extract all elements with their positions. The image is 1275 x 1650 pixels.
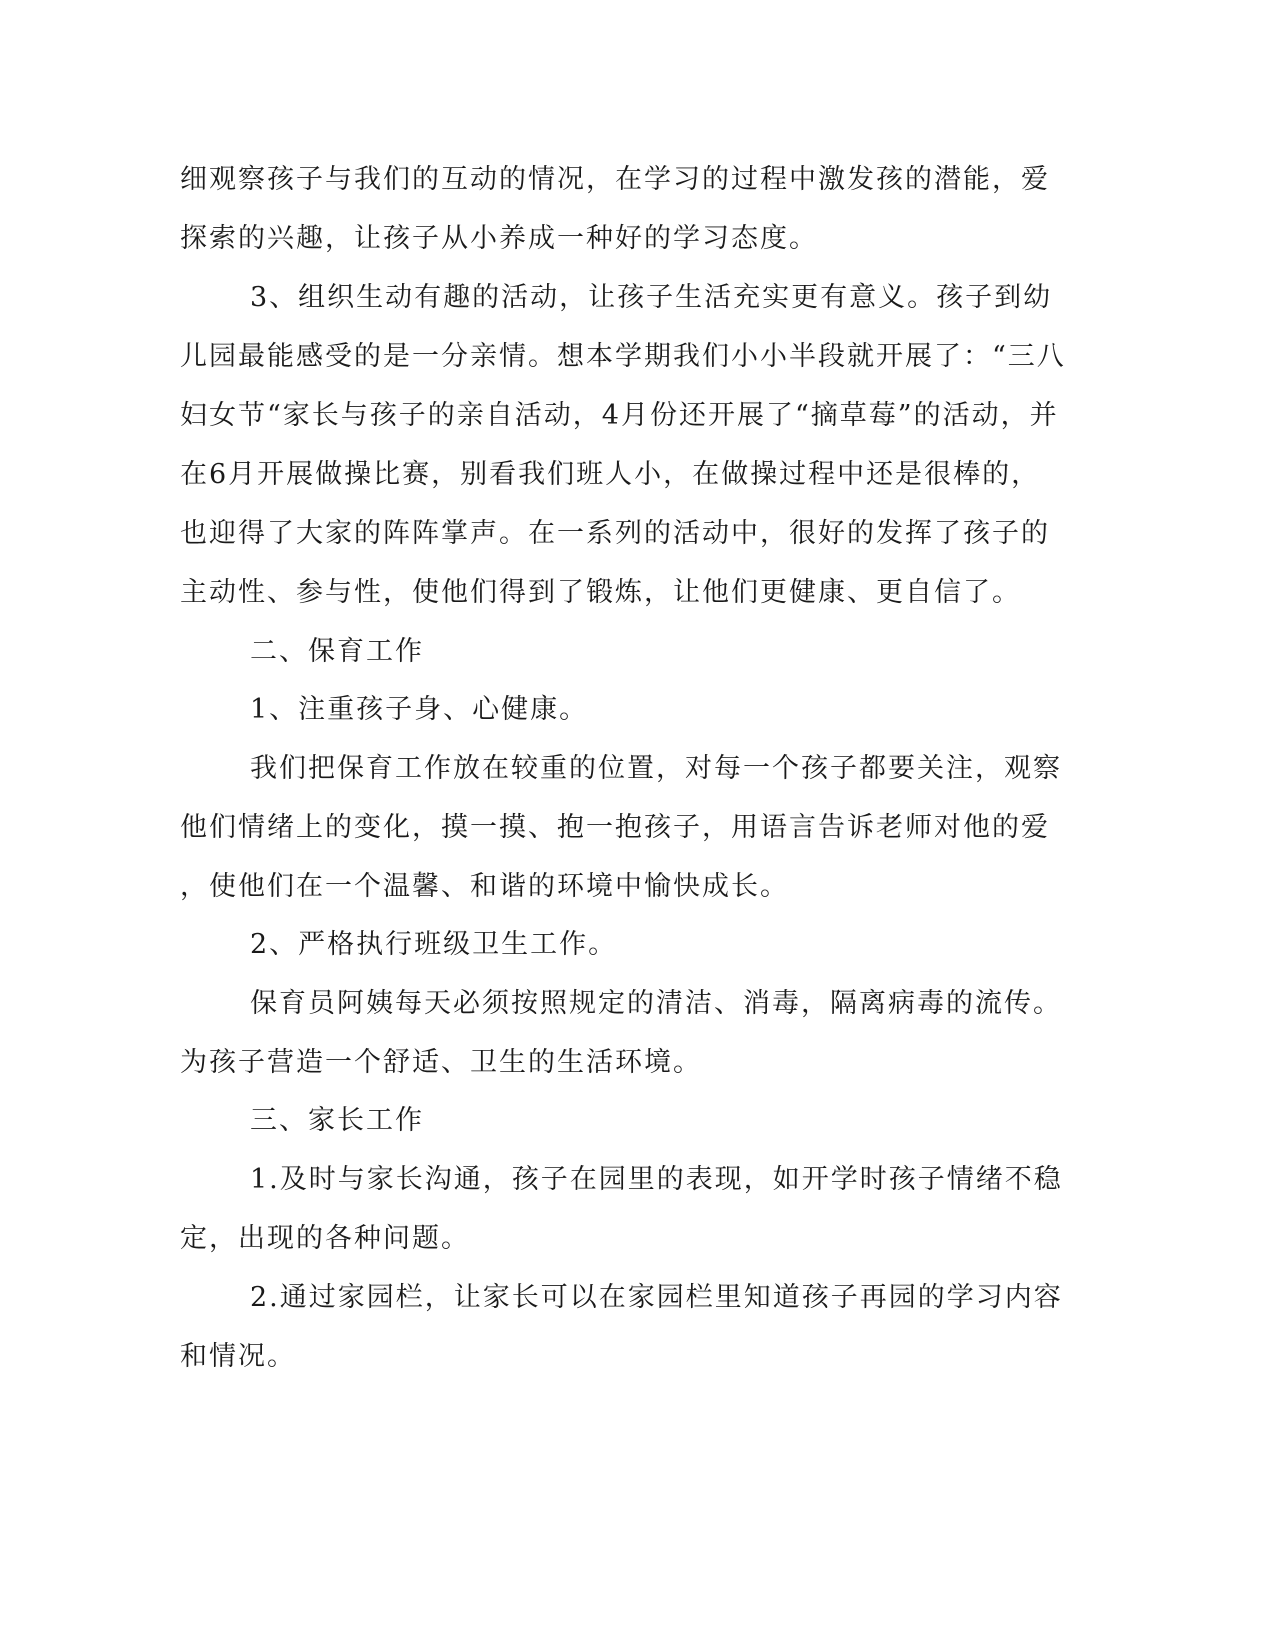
numbered-item-heading: 2.通过家园栏，让家长可以在家园栏里知道孩子再园的学习内容 <box>250 1282 1063 1313</box>
text-line: 和情况。 <box>180 1341 296 1372</box>
text-line: 他们情绪上的变化，摸一摸、抱一抱孩子，用语言告诉老师对他的爱 <box>180 812 1050 843</box>
text-line: 探索的兴趣，让孩子从小养成一种好的学习态度。 <box>180 223 818 254</box>
numbered-item-heading: 2、严格执行班级卫生工作。 <box>250 929 618 960</box>
section-heading: 二、保育工作 <box>250 636 424 667</box>
text-line: ，使他们在一个温馨、和谐的环境中愉快成长。 <box>180 871 789 902</box>
section-heading: 三、家长工作 <box>250 1105 424 1136</box>
text-line: 定，出现的各种问题。 <box>180 1223 470 1254</box>
text-line: 也迎得了大家的阵阵掌声。在一系列的活动中，很好的发挥了孩子的 <box>180 518 1050 549</box>
text-line: 在6月开展做操比赛，别看我们班人小，在做操过程中还是很棒的， <box>180 459 1041 490</box>
text-line: 细观察孩子与我们的互动的情况，在学习的过程中激发孩的潜能，爱 <box>180 164 1050 195</box>
text-line: 为孩子营造一个舒适、卫生的生活环境。 <box>180 1047 702 1078</box>
text-line: 我们把保育工作放在较重的位置，对每一个孩子都要关注，观察 <box>250 753 1062 784</box>
text-line: 儿园最能感受的是一分亲情。想本学期我们小小半段就开展了：“三八 <box>180 341 1066 372</box>
text-line: 保育员阿姨每天必须按照规定的清洁、消毒，隔离病毒的流传。 <box>250 988 1062 1019</box>
numbered-item-heading: 3、组织生动有趣的活动，让孩子生活充实更有意义。孩子到幼 <box>250 282 1053 313</box>
text-line: 妇女节“家长与孩子的亲自活动，4月份还开展了“摘草莓”的活动，并 <box>180 400 1059 431</box>
numbered-item-heading: 1.及时与家长沟通，孩子在园里的表现，如开学时孩子情绪不稳 <box>250 1164 1063 1195</box>
text-line: 主动性、参与性，使他们得到了锻炼，让他们更健康、更自信了。 <box>180 577 1021 608</box>
numbered-item-heading: 1、注重孩子身、心健康。 <box>250 694 589 725</box>
